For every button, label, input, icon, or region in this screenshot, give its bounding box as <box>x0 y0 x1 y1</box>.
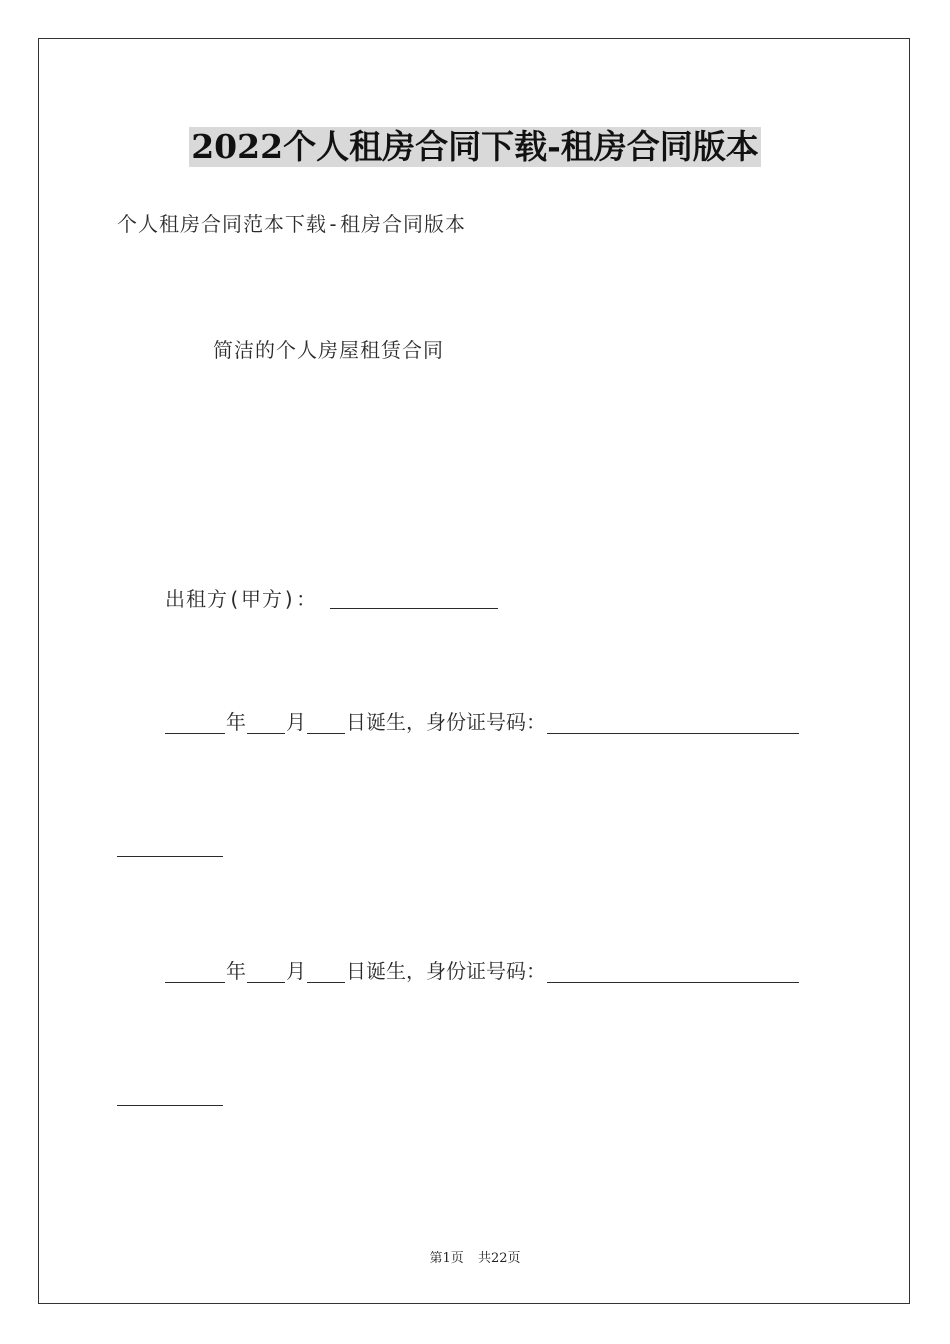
month-blank <box>247 711 285 734</box>
id-number-blank <box>547 711 799 734</box>
title-container <box>0 127 950 167</box>
current-page-label: 第1页 <box>429 1251 464 1266</box>
lessor-label: 出租方(甲方)： <box>165 587 318 611</box>
month-label: 月 <box>286 959 306 983</box>
contract-heading: 简洁的个人房屋租赁合同 <box>213 338 444 362</box>
day-blank <box>307 960 345 983</box>
year-label: 年 <box>226 959 246 983</box>
page-footer <box>0 1247 950 1266</box>
day-label: 日诞生，身份证号码： <box>346 959 546 983</box>
year-blank <box>165 960 225 983</box>
day-label: 日诞生，身份证号码： <box>346 710 546 734</box>
id-number-blank <box>547 960 799 983</box>
birth-row-1 <box>165 706 799 736</box>
month-label: 月 <box>286 710 306 734</box>
document-subtitle: 个人租房合同范本下载-租房合同版本 <box>117 212 467 236</box>
birth-row-2 <box>165 955 799 985</box>
year-label: 年 <box>226 710 246 734</box>
year-blank <box>165 711 225 734</box>
total-pages-label: 共22页 <box>477 1251 521 1266</box>
id-number-blank-continuation <box>117 856 223 857</box>
day-blank <box>307 711 345 734</box>
document-title: 2022个人租房合同下载-租房合同版本 <box>191 127 759 166</box>
lessor-name-blank <box>330 608 498 609</box>
id-number-blank-continuation <box>117 1105 223 1106</box>
month-blank <box>247 960 285 983</box>
